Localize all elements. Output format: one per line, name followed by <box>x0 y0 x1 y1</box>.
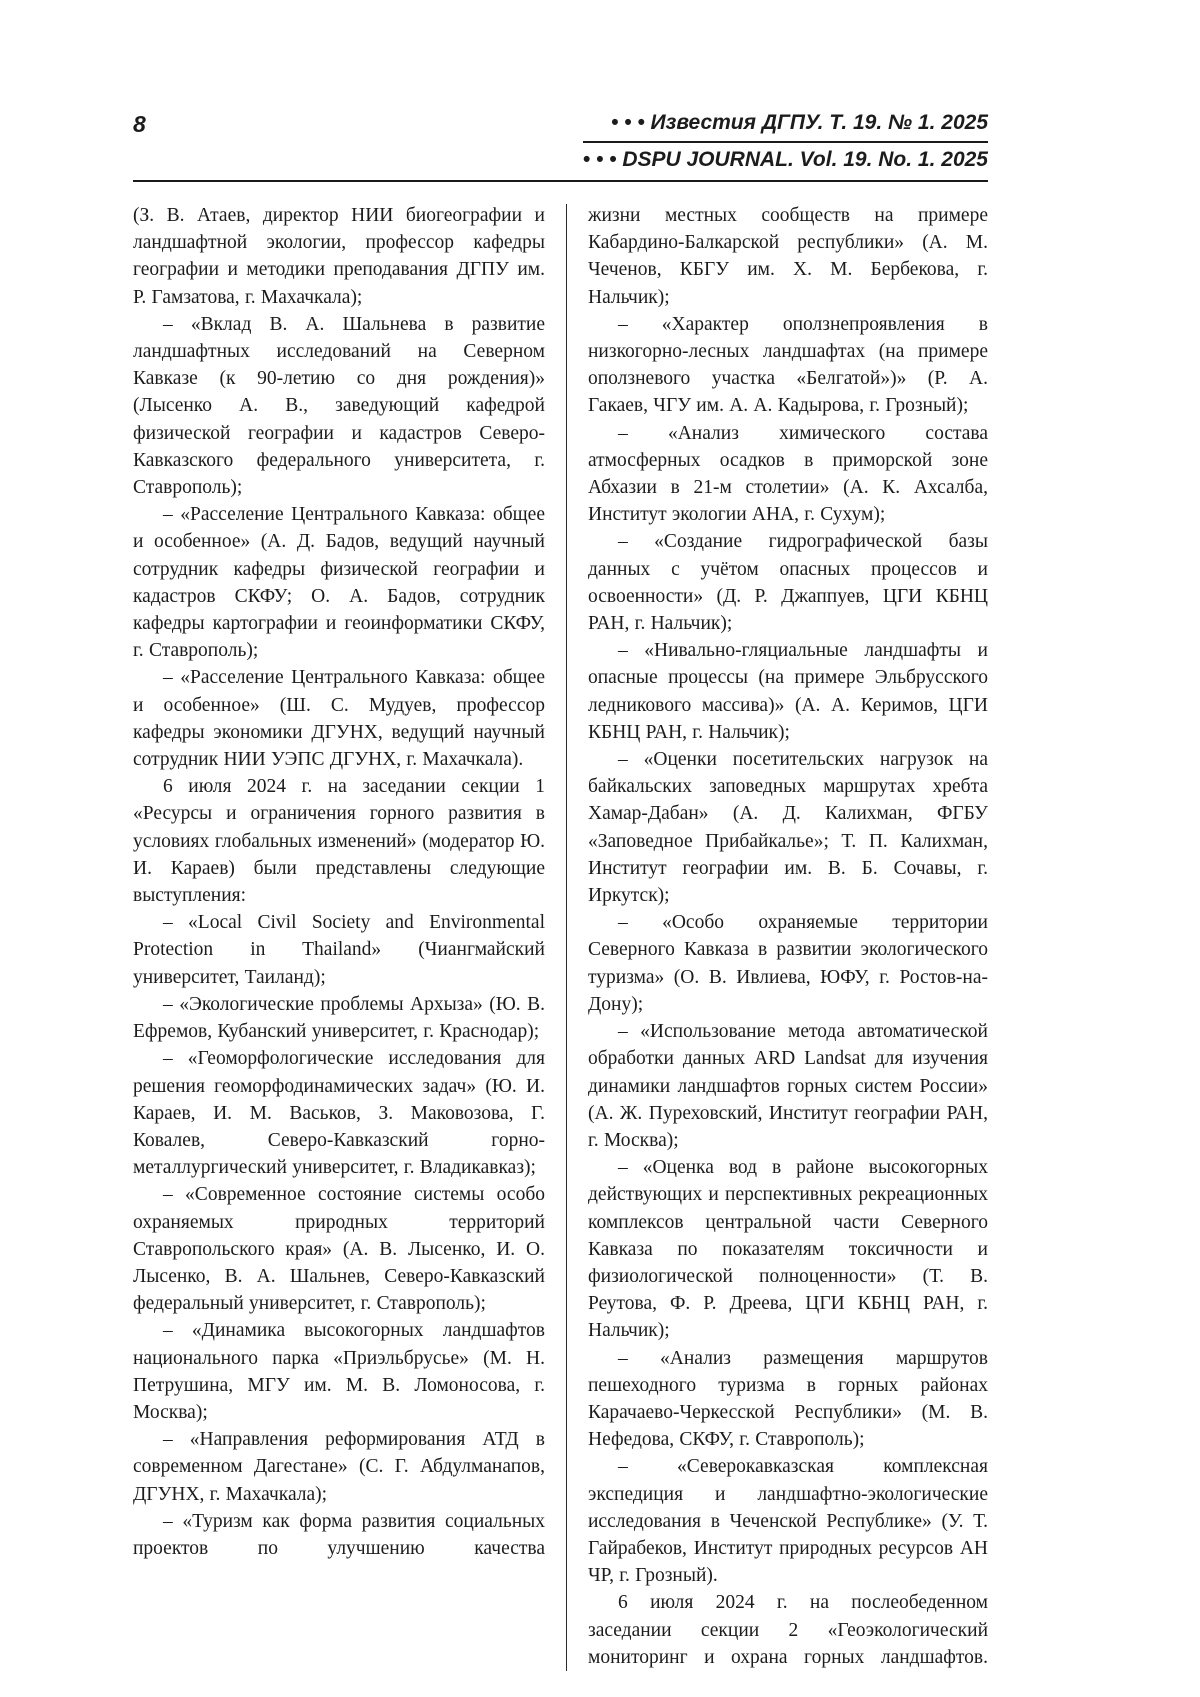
paragraph: – «Анализ размещения маршрутов пешеходного туризма в горных районах Карачаево-Черкесской Республики» (М. В. Нефедова, СКФУ, г. Ставрополь); <box>588 1347 988 1451</box>
paragraph: 6 июля 2024 г. на заседании секции 1 «Ресурсы и ограничения горного развития в условиях глобальных изменений» (модератор Ю. И. Караев) были представлены следующие выступления: <box>133 776 545 907</box>
paragraph: – «Туризм как форма развития социальных проектов по улучшению качества <box>133 1510 545 1559</box>
paragraph: – «Геоморфологические исследования для решения геоморфодинамических задач» (Ю. И. Караев, И. М. Васьков, З. Маковозова, Г. Ковалев, Северо-Кавказский горно-металлургический университет, г. Владикавказ); <box>133 1048 545 1179</box>
journal-titles <box>583 110 988 173</box>
paragraph: – «Характер оползнепроявления в низкогорно-лесных ландшафтах (на примере оползневого участка «Белгатой»)» (Р. А. Гакаев, ЧГУ им. А. А. Кадырова, г. Грозный); <box>588 313 988 417</box>
paragraph: – «Оценка вод в районе высокогорных действующих и перспективных рекреационных комплексов центральной части Северного Кавказа по показателям токсичности и физиологической полноценности» (Т. В. Реутова, Ф. Р. Дреева, ЦГИ КБНЦ РАН, г. Нальчик); <box>588 1157 988 1342</box>
paragraph: жизни местных сообществ на примере Кабардино-Балкарской республики» (А. М. Чеченов, КБГУ им. Х. М. Бербекова, г. Нальчик); <box>588 205 988 308</box>
column-divider <box>566 204 567 1671</box>
left-column <box>133 202 545 1671</box>
paragraph: – «Local Civil Society and Environmental Protection in Thailand» (Чиангмайский университет, Таиланд); <box>133 912 545 988</box>
page-number: 8 <box>133 111 146 137</box>
header-rule <box>133 180 988 182</box>
paragraph: (З. В. Атаев, директор НИИ биогеографии и ландшафтной экологии, профессор кафедры географии и методики преподавания ДГПУ им. Р. Гамзатова, г. Махачкала); <box>133 205 545 308</box>
paragraph: – «Направления реформирования АТД в современном Дагестане» (С. Г. Абдулманапов, ДГУНХ, г. Махачкала); <box>133 1429 545 1505</box>
paragraph: – «Создание гидрографической базы данных с учётом опасных процессов и освоенности» (Д. Р. Джаппуев, ЦГИ КБНЦ РАН, г. Нальчик); <box>588 531 988 635</box>
journal-title-russian: • • • Известия ДГПУ. Т. 19. № 1. 2025 <box>583 110 988 143</box>
paragraph: – «Нивально-гляциальные ландшафты и опасные процессы (на примере Эльбрусского ледникового массива)» (А. А. Керимов, ЦГИ КБНЦ РАН, г. Нальчик); <box>588 640 988 743</box>
journal-title-english: • • • DSPU JOURNAL. Vol. 19. No. 1. 2025 <box>582 148 988 171</box>
paragraph: – «Современное состояние системы особо охраняемых природных территорий Ставропольского края» (А. В. Лысенко, И. О. Лысенко, В. А. Шальнев, Северо-Кавказский федеральный университет, г. Ставрополь); <box>133 1184 545 1315</box>
paragraph: – «Анализ химического состава атмосферных осадков в приморской зоне Абхазии в 21-м столетии» (А. К. Ахсалба, Институт экологии АНА, г. Сухум); <box>588 422 988 526</box>
paragraph: – «Оценки посетительских нагрузок на байкальских заповедных маршрутах хребта Хамар-Дабан» (А. Д. Калихман, ФГБУ «Заповедное Прибайкалье»; Т. П. Калихман, Институт географии им. В. Б. Сочавы, г. Иркутск); <box>588 749 988 907</box>
page-header <box>133 110 988 173</box>
right-column <box>588 202 988 1671</box>
paragraph: 6 июля 2024 г. на послеобеденном заседании секции 2 «Геоэкологический мониторинг и охрана горных ландшафтов. <box>588 1592 988 1668</box>
paragraph: – «Использование метода автоматической обработки данных ARD Landsat для изучения динамики ландшафтов горных систем России» (А. Ж. Пуреховский, Институт географии РАН, г. Москва); <box>588 1021 988 1151</box>
paragraph: – «Расселение Центрального Кавказа: общее и особенное» (А. Д. Бадов, ведущий научный сотрудник кафедры физической географии и кадастров СКФУ; О. А. Бадов, сотрудник кафедры картографии и геоинформатики СКФУ, г. Ставрополь); <box>133 504 545 662</box>
paragraph: – «Экологические проблемы Архыза» (Ю. В. Ефремов, Кубанский университет, г. Краснодар); <box>133 993 545 1043</box>
paragraph: – «Вклад В. А. Шальнева в развитие ландшафтных исследований на Северном Кавказе (к 90-летию со дня рождения)» (Лысенко А. В., заведующий кафедрой физической географии и кадастров Северо-Кавказского федерального университета, г. Ставрополь); <box>133 313 545 499</box>
article-body <box>133 202 988 1671</box>
paragraph: – «Северокавказская комплексная экспедиция и ландшафтно-экологические исследования в Чеченской Республике» (У. Т. Гайрабеков, Институт природных ресурсов АН ЧР, г. Грозный). <box>588 1456 988 1587</box>
paragraph: – «Расселение Центрального Кавказа: общее и особенное» (Ш. С. Мудуев, профессор кафедры экономики ДГУНХ, ведущий научный сотрудник НИИ УЭПС ДГУНХ, г. Махачкала). <box>133 667 545 771</box>
paragraph: – «Динамика высокогорных ландшафтов национального парка «Приэльбрусье» (М. Н. Петрушина, МГУ им. М. В. Ломоносова, г. Москва); <box>133 1320 545 1423</box>
paragraph: – «Особо охраняемые территории Северного Кавказа в развитии экологического туризма» (О. В. Ивлиева, ЮФУ, г. Ростов-на-Дону); <box>588 912 988 1015</box>
